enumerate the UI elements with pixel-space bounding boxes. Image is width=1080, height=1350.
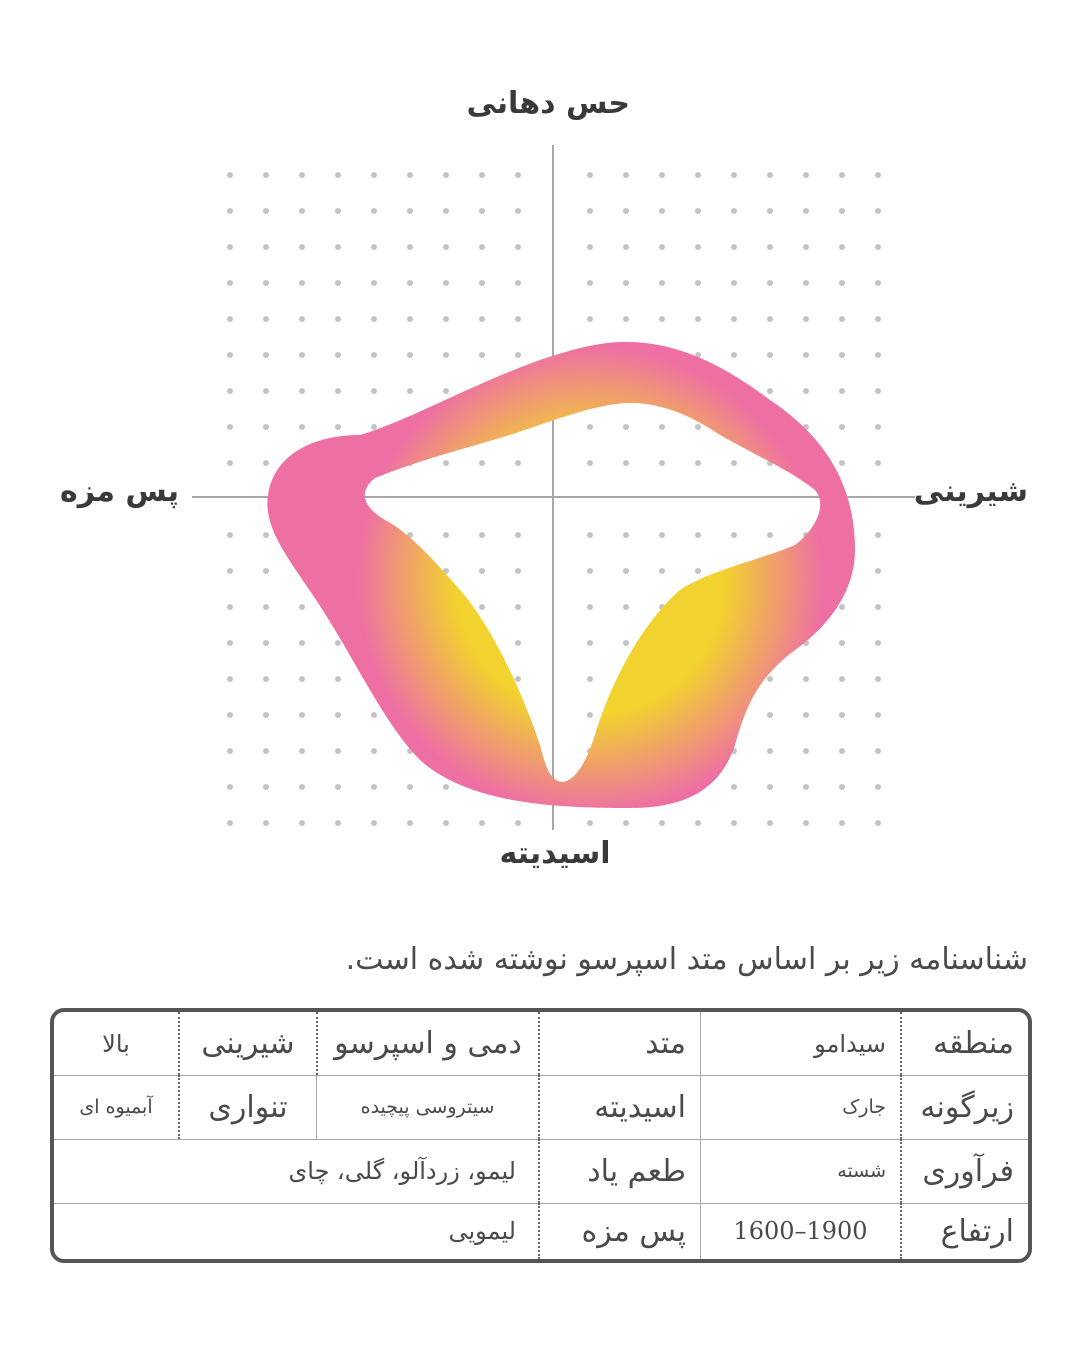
grid-dot	[227, 820, 233, 826]
grid-dot	[731, 208, 737, 214]
grid-dot	[767, 532, 773, 538]
grid-dot	[839, 316, 845, 322]
grid-dot	[803, 784, 809, 790]
grid-dot	[839, 604, 845, 610]
grid-dot	[227, 712, 233, 718]
grid-dot	[299, 640, 305, 646]
grid-dot	[695, 280, 701, 286]
grid-dot	[299, 820, 305, 826]
grid-dot	[299, 352, 305, 358]
grid-dot	[623, 568, 629, 574]
grid-dot	[299, 784, 305, 790]
grid-dot	[839, 748, 845, 754]
grid-dot	[299, 172, 305, 178]
grid-dot	[263, 208, 269, 214]
grid-dot	[803, 712, 809, 718]
grid-dot	[479, 820, 485, 826]
grid-dot	[299, 244, 305, 250]
grid-dot	[839, 820, 845, 826]
grid-dot	[407, 388, 413, 394]
grid-dot	[875, 172, 881, 178]
grid-dot	[479, 280, 485, 286]
table-row	[54, 1203, 1028, 1259]
grid-dot	[587, 280, 593, 286]
grid-dot	[227, 604, 233, 610]
aftertaste-label: پس مزه	[538, 1203, 700, 1259]
flavor-notes-value: لیمو، زردآلو، گلی، چای	[288, 1157, 516, 1185]
grid-dot	[875, 784, 881, 790]
grid-dot	[587, 316, 593, 322]
grid-dot	[515, 568, 521, 574]
grid-dot	[227, 244, 233, 250]
grid-dot	[587, 676, 593, 682]
grid-dot	[227, 532, 233, 538]
grid-dot	[587, 640, 593, 646]
grid-dot	[659, 316, 665, 322]
grid-dot	[875, 316, 881, 322]
acidity-value: سیتروسی پیچیده	[316, 1075, 538, 1139]
grid-dot	[299, 712, 305, 718]
grid-dot	[839, 244, 845, 250]
grid-dot	[299, 676, 305, 682]
grid-dot	[587, 172, 593, 178]
grid-dot	[695, 424, 701, 430]
grid-dot	[443, 532, 449, 538]
variety-value: جارک	[700, 1075, 900, 1139]
grid-dot	[587, 208, 593, 214]
grid-dot	[479, 172, 485, 178]
grid-dot	[227, 352, 233, 358]
grid-dot	[263, 568, 269, 574]
grid-dot	[227, 568, 233, 574]
grid-dot	[335, 352, 341, 358]
grid-dot	[227, 208, 233, 214]
table-caption: شناسنامه زیر بر اساس متد اسپرسو نوشته شده است.	[345, 942, 1028, 977]
grid-dot	[479, 244, 485, 250]
grid-dot	[227, 424, 233, 430]
grid-dot	[371, 820, 377, 826]
grid-dot	[299, 208, 305, 214]
grid-dot	[299, 748, 305, 754]
grid-dot	[371, 280, 377, 286]
grid-dot	[659, 280, 665, 286]
grid-dot	[371, 352, 377, 358]
grid-dot	[839, 352, 845, 358]
grid-dot	[731, 820, 737, 826]
grid-dot	[695, 568, 701, 574]
grid-dot	[263, 532, 269, 538]
grid-dot	[443, 244, 449, 250]
grid-dot	[515, 676, 521, 682]
grid-dot	[659, 532, 665, 538]
grid-dot	[443, 352, 449, 358]
grid-dot	[587, 244, 593, 250]
grid-dot	[875, 388, 881, 394]
grid-dot	[587, 424, 593, 430]
grid-dot	[335, 280, 341, 286]
grid-dot	[407, 784, 413, 790]
grid-dot	[371, 388, 377, 394]
grid-dot	[587, 712, 593, 718]
grid-dot	[839, 172, 845, 178]
grid-dot	[623, 316, 629, 322]
grid-dot	[371, 208, 377, 214]
grid-dot	[767, 712, 773, 718]
grid-dot	[263, 316, 269, 322]
grid-dot	[587, 820, 593, 826]
grid-dot	[263, 784, 269, 790]
grid-dot	[263, 748, 269, 754]
grid-dot	[623, 208, 629, 214]
coffee-profile-table	[50, 1008, 1032, 1263]
grid-dot	[875, 676, 881, 682]
grid-dot	[479, 460, 485, 466]
axis-label-aftertaste: پس مزه	[60, 474, 180, 509]
grid-dot	[515, 532, 521, 538]
grid-dot	[839, 784, 845, 790]
grid-dot	[695, 532, 701, 538]
grid-dot	[875, 640, 881, 646]
grid-dot	[371, 784, 377, 790]
grid-dot	[515, 640, 521, 646]
grid-dot	[839, 388, 845, 394]
grid-dot	[515, 280, 521, 286]
grid-dot	[515, 352, 521, 358]
grid-dot	[335, 316, 341, 322]
grid-dot	[263, 352, 269, 358]
grid-dot	[587, 568, 593, 574]
grid-dot	[731, 172, 737, 178]
grid-dot	[227, 172, 233, 178]
grid-dot	[299, 424, 305, 430]
grid-dot	[839, 460, 845, 466]
grid-dot	[659, 568, 665, 574]
grid-dot	[803, 172, 809, 178]
process-label: فرآوری	[900, 1139, 1028, 1203]
grid-dot	[875, 208, 881, 214]
grid-dot	[803, 208, 809, 214]
grid-dot	[299, 388, 305, 394]
grid-dot	[443, 172, 449, 178]
grid-dot	[479, 568, 485, 574]
grid-dot	[407, 280, 413, 286]
grid-dot	[767, 280, 773, 286]
grid-dot	[335, 640, 341, 646]
grid-dot	[731, 280, 737, 286]
grid-dot	[767, 784, 773, 790]
grid-dot	[227, 460, 233, 466]
grid-dot	[515, 172, 521, 178]
table-row	[54, 1012, 1028, 1076]
grid-dot	[263, 712, 269, 718]
altitude-value: 1600–1900	[700, 1203, 900, 1259]
grid-dot	[623, 460, 629, 466]
grid-dot	[371, 316, 377, 322]
grid-dot	[371, 748, 377, 754]
grid-dot	[875, 532, 881, 538]
grid-dot	[803, 388, 809, 394]
table-row	[54, 1075, 1028, 1140]
grid-dot	[623, 280, 629, 286]
axis-label-mouthfeel: حس دهانی	[466, 86, 630, 121]
grid-dot	[407, 244, 413, 250]
grid-dot	[263, 244, 269, 250]
grid-dot	[623, 172, 629, 178]
grid-dot	[875, 604, 881, 610]
process-value: شسته	[700, 1139, 900, 1203]
flavor-notes-label: طعم یاد	[538, 1139, 700, 1203]
grid-dot	[443, 820, 449, 826]
grid-dot	[803, 820, 809, 826]
grid-dot	[695, 172, 701, 178]
grid-dot	[515, 604, 521, 610]
grid-dot	[335, 784, 341, 790]
grid-dot	[659, 208, 665, 214]
grid-dot	[371, 424, 377, 430]
grid-dot	[407, 352, 413, 358]
grid-dot	[839, 712, 845, 718]
grid-dot	[803, 352, 809, 358]
grid-dot	[839, 640, 845, 646]
grid-dot	[407, 316, 413, 322]
grid-dot	[587, 532, 593, 538]
grid-dot	[335, 172, 341, 178]
grid-dot	[479, 208, 485, 214]
grid-dot	[659, 424, 665, 430]
grid-dot	[623, 244, 629, 250]
grid-dot	[263, 424, 269, 430]
grid-dot	[263, 820, 269, 826]
grid-dot	[839, 424, 845, 430]
sweetness-label: شیرینی	[178, 1012, 316, 1075]
grid-dot	[875, 568, 881, 574]
grid-dot	[659, 820, 665, 826]
grid-dot	[371, 712, 377, 718]
grid-dot	[443, 316, 449, 322]
grid-dot	[515, 208, 521, 214]
grid-dot	[875, 460, 881, 466]
grid-dot	[227, 388, 233, 394]
grid-dot	[587, 460, 593, 466]
grid-dot	[227, 316, 233, 322]
grid-dot	[515, 460, 521, 466]
grid-dot	[227, 280, 233, 286]
grid-dot	[767, 352, 773, 358]
grid-dot	[623, 604, 629, 610]
grid-dot	[407, 172, 413, 178]
altitude-label: ارتفاع	[900, 1203, 1028, 1259]
grid-dot	[803, 316, 809, 322]
variety-label: زیرگونه	[900, 1075, 1028, 1139]
grid-dot	[263, 280, 269, 286]
grid-dot	[659, 244, 665, 250]
grid-dot	[263, 388, 269, 394]
grid-dot	[695, 820, 701, 826]
grid-dot	[479, 352, 485, 358]
grid-dot	[623, 424, 629, 430]
region-value: سیدامو	[700, 1012, 900, 1075]
grid-dot	[335, 712, 341, 718]
aftertaste-value: لیمویی	[448, 1217, 516, 1245]
grid-dot	[839, 676, 845, 682]
grid-dot	[443, 388, 449, 394]
grid-dot	[695, 316, 701, 322]
grid-dot	[227, 676, 233, 682]
grid-dot	[227, 748, 233, 754]
grid-dot	[227, 784, 233, 790]
grid-dot	[479, 604, 485, 610]
grid-dot	[587, 604, 593, 610]
grid-dot	[335, 748, 341, 754]
grid-dot	[767, 820, 773, 826]
grid-dot	[875, 280, 881, 286]
grid-dot	[875, 712, 881, 718]
grid-dot	[443, 280, 449, 286]
grid-dot	[263, 640, 269, 646]
grid-dot	[335, 388, 341, 394]
acidity-label: اسیدیته	[538, 1075, 700, 1139]
grid-dot	[263, 676, 269, 682]
grid-dot	[839, 208, 845, 214]
grid-dot	[767, 748, 773, 754]
grid-dot	[767, 316, 773, 322]
axis-label-sweetness: شیرینی	[913, 474, 1028, 509]
axis-label-acidity: اسیدیته	[499, 836, 611, 871]
grid-dot	[875, 244, 881, 250]
grid-dot	[335, 208, 341, 214]
region-label: منطقه	[900, 1012, 1028, 1075]
grid-dot	[803, 280, 809, 286]
grid-dot	[623, 640, 629, 646]
grid-dot	[731, 352, 737, 358]
grid-dot	[443, 460, 449, 466]
grid-dot	[335, 820, 341, 826]
grid-dot	[731, 460, 737, 466]
grid-dot	[875, 820, 881, 826]
grid-dot	[335, 244, 341, 250]
grid-dot	[731, 316, 737, 322]
table-row	[54, 1139, 1028, 1204]
grid-dot	[407, 820, 413, 826]
grid-dot	[263, 604, 269, 610]
body-label: تنواری	[178, 1075, 316, 1139]
grid-dot	[299, 316, 305, 322]
grid-dot	[767, 244, 773, 250]
body-value: آبمیوه ای	[79, 1096, 153, 1118]
grid-dot	[875, 424, 881, 430]
grid-dot	[767, 388, 773, 394]
method-value: دمی و اسپرسو	[316, 1012, 538, 1075]
grid-dot	[515, 316, 521, 322]
grid-dot	[839, 280, 845, 286]
grid-dot	[299, 604, 305, 610]
grid-dot	[767, 208, 773, 214]
grid-dot	[695, 460, 701, 466]
grid-dot	[515, 820, 521, 826]
grid-dot	[659, 172, 665, 178]
grid-dot	[803, 244, 809, 250]
grid-dot	[443, 208, 449, 214]
grid-dot	[299, 280, 305, 286]
grid-dot	[263, 172, 269, 178]
grid-dot	[335, 676, 341, 682]
grid-dot	[623, 820, 629, 826]
grid-dot	[443, 784, 449, 790]
grid-dot	[803, 676, 809, 682]
grid-dot	[695, 244, 701, 250]
grid-dot	[479, 532, 485, 538]
flavor-ring-shape	[267, 342, 855, 808]
grid-dot	[875, 352, 881, 358]
grid-dot	[875, 748, 881, 754]
grid-dot	[695, 208, 701, 214]
grid-dot	[731, 532, 737, 538]
grid-dot	[515, 244, 521, 250]
grid-dot	[659, 460, 665, 466]
grid-dot	[767, 172, 773, 178]
grid-dot	[731, 784, 737, 790]
method-label: متد	[538, 1012, 700, 1075]
grid-dot	[371, 172, 377, 178]
sweetness-value: بالا	[102, 1029, 130, 1058]
grid-dot	[407, 208, 413, 214]
grid-dot	[623, 532, 629, 538]
grid-dot	[803, 748, 809, 754]
grid-dot	[767, 676, 773, 682]
grid-dot	[371, 244, 377, 250]
grid-dot	[263, 460, 269, 466]
grid-dot	[731, 244, 737, 250]
grid-dot	[227, 640, 233, 646]
grid-dot	[479, 316, 485, 322]
grid-dot	[335, 424, 341, 430]
